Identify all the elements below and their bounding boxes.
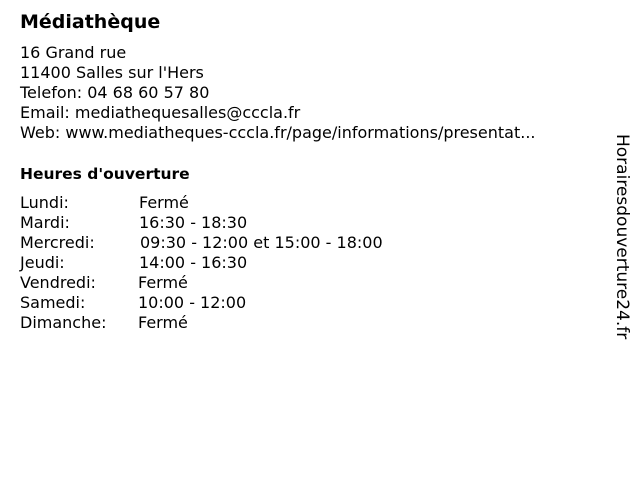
day-label-mercredi: Mercredi: [20,233,95,252]
day-label-samedi: Samedi: [20,293,86,312]
day-label-dimanche: Dimanche: [20,313,107,332]
day-label-jeudi: Jeudi: [20,253,65,272]
time-value-samedi: 10:00 - 12:00 [138,293,247,312]
time-value-lundi: Fermé [139,193,189,212]
day-label-mardi: Mardi: [20,213,70,232]
website-link: Web: www.mediatheques-cccla.fr/page/informations/presentat... [20,123,536,142]
opening-hours-heading: Heures d'ouverture [20,165,190,183]
email-address: Email: mediathequesalles@cccla.fr [20,103,301,122]
phone-number: Telefon: 04 68 60 57 80 [20,83,210,102]
site-credit-watermark: Horairesdouverture24.fr [612,134,632,340]
address-city: 11400 Salles sur l'Hers [20,63,204,82]
time-value-dimanche: Fermé [138,313,188,332]
time-value-vendredi: Fermé [138,273,188,292]
address-block [20,43,535,143]
page-title: Médiathèque [20,11,161,33]
address-street: 16 Grand rue [20,43,127,62]
day-label-lundi: Lundi: [20,193,69,212]
time-value-jeudi: 14:00 - 16:30 [139,253,248,272]
time-value-mardi: 16:30 - 18:30 [139,213,248,232]
day-label-vendredi: Vendredi: [20,273,96,292]
time-value-mercredi: 09:30 - 12:00 et 15:00 - 18:00 [140,233,383,252]
